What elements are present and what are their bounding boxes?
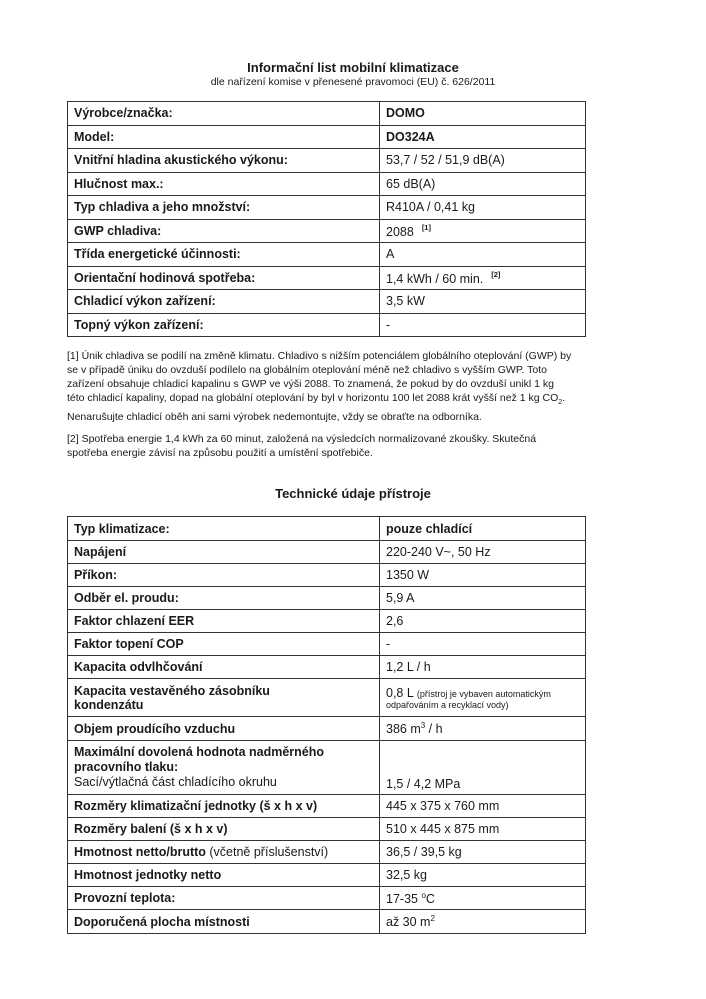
row-value: až 30 $m^2$ — [380, 910, 586, 934]
row-value: 32,5 kg — [380, 864, 586, 887]
footnote-1 — [67, 349, 591, 424]
row-value: 36,5 / 39,5 kg — [380, 841, 586, 864]
info-row — [68, 266, 586, 290]
row-label: Příkon: — [68, 564, 380, 587]
footnote-1-line: této chladicí kapaliny, dopad na globální oteplování by byl v horizontu 100 let 2088 krát vyšší než 1 kg $CO_2$. — [67, 392, 566, 407]
footnote-1-line: [1] Únik chladiva se podílí na změně klimatu. Chladivo s nižším potenciálem globálního oteplování (GWP) by — [67, 350, 572, 362]
tech-row-tank — [68, 679, 586, 717]
row-label: Třída energetické účinnosti: — [68, 243, 380, 267]
footnote-2-line: spotřeba energie závisí na způsobu použití a umístění spotřebiče. — [67, 447, 373, 459]
info-row — [68, 313, 586, 337]
tech-row-net-weight — [68, 864, 586, 887]
row-value: 1350 W — [380, 564, 586, 587]
row-value: 220-240 V~, 50 Hz — [380, 541, 586, 564]
row-label: Orientační hodinová spotřeba: — [68, 266, 380, 290]
tech-row-temp — [68, 887, 586, 910]
tech-row-pressure — [68, 741, 586, 795]
info-row — [68, 219, 586, 243]
row-label: Vnitřní hladina akustického výkonu: — [68, 149, 380, 173]
row-label: Kapacita odvlhčování — [68, 656, 380, 679]
sheet-subtitle: dle nařízení komise v přenesené pravomoci (EU) č. 626/2011 — [210, 76, 496, 88]
info-row — [68, 243, 586, 267]
row-label: Hmotnost netto/brutto (včetně příslušenství) — [68, 841, 380, 864]
row-label: Model: — [68, 125, 380, 149]
row-value: 510 x 445 x 875 mm — [380, 818, 586, 841]
row-label: Topný výkon zařízení: — [68, 313, 380, 337]
tech-row-eer — [68, 610, 586, 633]
tech-row-unit-dims — [68, 795, 586, 818]
tech-row-weight — [68, 841, 586, 864]
row-value: 3,5 kW — [380, 290, 586, 314]
tech-table — [67, 516, 586, 934]
row-label: Rozměry klimatizační jednotky (š x h x v) — [68, 795, 380, 818]
info-row — [68, 172, 586, 196]
tech-row-input-power — [68, 564, 586, 587]
row-label: Rozměry balení (š x h x v) — [68, 818, 380, 841]
row-value: 65 dB(A) — [380, 172, 586, 196]
row-value: 1,4 kWh / 60 min. [2] — [380, 266, 586, 290]
row-value: 17-35 $^o$C — [380, 887, 586, 910]
row-value: - — [380, 633, 586, 656]
row-label: Faktor topení COP — [68, 633, 380, 656]
footnote-1-line: se v případě úniku do ovzduší podílelo na globálním oteplování méně než chladivo s vyšším GWP. Toto — [67, 364, 547, 376]
row-value: R410A / 0,41 kg — [380, 196, 586, 220]
row-value: 445 x 375 x 760 mm — [380, 795, 586, 818]
row-value: 5,9 A — [380, 587, 586, 610]
row-label: Objem proudícího vzduchu — [68, 717, 380, 741]
tech-row-pack-dims — [68, 818, 586, 841]
info-row — [68, 102, 586, 126]
row-label: Výrobce/značka: — [68, 102, 380, 126]
tech-row-type — [68, 517, 586, 541]
sheet-title: Informační list mobilní klimatizace — [247, 60, 459, 75]
row-value: 386 $m^3$ / h — [380, 717, 586, 741]
row-label: Doporučená plocha místnosti — [68, 910, 380, 934]
tech-row-power-supply — [68, 541, 586, 564]
row-value: 2088 [1] — [380, 219, 586, 243]
row-label: Hlučnost max.: — [68, 172, 380, 196]
row-label: Kapacita vestavěného zásobníku kondenzátu — [68, 679, 380, 717]
row-label: Typ klimatizace: — [68, 517, 380, 541]
row-value: DOMO — [380, 102, 586, 126]
info-row — [68, 196, 586, 220]
row-label: Typ chladiva a jeho množství: — [68, 196, 380, 220]
row-label: Provozní teplota: — [68, 887, 380, 910]
tech-row-cop — [68, 633, 586, 656]
footnote-ref: [1] — [421, 222, 431, 232]
info-row — [68, 125, 586, 149]
tech-row-area — [68, 910, 586, 934]
tech-title: Technické údaje přístroje — [275, 486, 431, 501]
footnote-1-line: Nenarušujte chladicí oběh ani sami výrobek nedemontujte, vždy se obraťte na odborníka. — [67, 411, 482, 424]
row-value: 1,2 L / h — [380, 656, 586, 679]
footnote-ref: [2] — [491, 269, 501, 279]
row-value: 1,5 / 4,2 MPa — [380, 741, 586, 795]
row-value: DO324A — [380, 125, 586, 149]
info-table — [67, 101, 586, 337]
row-value: 53,7 / 52 / 51,9 dB(A) — [380, 149, 586, 173]
row-label: Hmotnost jednotky netto — [68, 864, 380, 887]
info-row — [68, 149, 586, 173]
row-label: Maximální dovolená hodnota nadměrného pracovního tlaku: Sací/výtlačná část chladícího okruhu — [68, 741, 380, 795]
row-label: Faktor chlazení EER — [68, 610, 380, 633]
row-value: 2,6 — [380, 610, 586, 633]
tech-row-airflow — [68, 717, 586, 741]
tech-row-dehumid — [68, 656, 586, 679]
row-label: Chladicí výkon zařízení: — [68, 290, 380, 314]
tech-row-current — [68, 587, 586, 610]
row-value: pouze chladící — [380, 517, 586, 541]
footnote-1-line: zařízení obsahuje chladicí kapalinu s GWP ve výši 2088. To znamená, že pokud by do ovzduší unikl 1 kg — [67, 378, 554, 390]
footnote-2-line: [2] Spotřeba energie 1,4 kWh za 60 minut, založená na výsledcích normalizované zkoušky. Skutečná — [67, 433, 537, 445]
row-label: Odběr el. proudu: — [68, 587, 380, 610]
row-value: A — [380, 243, 586, 267]
info-row — [68, 290, 586, 314]
row-value: 0,8 L (přístroj je vybaven automatickým odpařováním a recyklací vody) — [380, 679, 586, 717]
footnote-2 — [67, 432, 591, 460]
row-label: Napájení — [68, 541, 380, 564]
row-label: GWP chladiva: — [68, 219, 380, 243]
row-value: - — [380, 313, 586, 337]
